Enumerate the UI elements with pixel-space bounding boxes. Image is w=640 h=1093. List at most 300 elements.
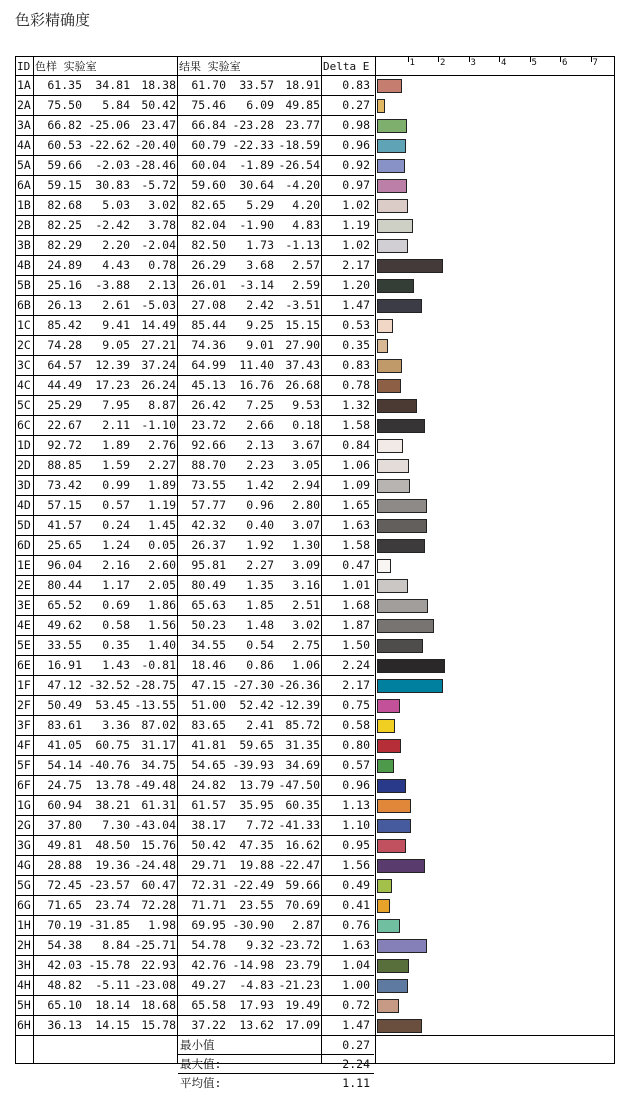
row-id: 3D [17,478,31,492]
delta-e-value: 0.83 [342,358,370,372]
header-delta-e: Delta E [323,60,370,73]
sample-b: 61.31 [141,798,176,812]
delta-e-bar-2F [377,699,400,713]
delta-e-bar-3E [377,599,428,613]
delta-e-bar-1A [377,79,402,93]
summary-label: 最大值: [180,1057,222,1071]
result-a: 5.29 [246,198,274,212]
sample-a: 5.03 [102,198,130,212]
sample-l: 50.49 [47,698,82,712]
result-a: 59.65 [239,738,274,752]
row-id: 1C [17,318,31,332]
result-l: 54.65 [191,758,226,772]
sample-l: 82.25 [47,218,82,232]
sample-b: 31.17 [141,738,176,752]
result-a: 7.25 [246,398,274,412]
sample-a: 7.95 [102,398,130,412]
result-l: 26.01 [191,278,226,292]
result-a: -27.30 [232,678,274,692]
delta-e-bar-5B [377,279,414,293]
delta-e-value: 2.17 [342,258,370,272]
sample-l: 65.10 [47,998,82,1012]
axis-tick-label: 4 [501,58,507,68]
sample-b: 1.98 [148,918,176,932]
result-l: 29.71 [191,858,226,872]
result-l: 95.81 [191,558,226,572]
sample-b: 0.05 [148,538,176,552]
axis-tick-mark [408,57,409,62]
delta-e-bar-6H [377,1019,422,1033]
result-l: 92.66 [191,438,226,452]
delta-e-value: 1.65 [342,498,370,512]
sample-a: -2.03 [95,158,130,172]
delta-e-value: 0.72 [342,998,370,1012]
result-a: 35.95 [239,798,274,812]
result-b: 3.07 [292,518,320,532]
sample-b: -24.48 [134,858,176,872]
sample-l: 41.57 [47,518,82,532]
sample-a: 1.43 [102,658,130,672]
delta-e-bar-1D [377,439,403,453]
result-a: 11.40 [239,358,274,372]
delta-e-bar-2C [377,339,388,353]
delta-e-value: 0.57 [342,758,370,772]
sample-a: 53.45 [95,698,130,712]
result-l: 49.27 [191,978,226,992]
result-a: 13.79 [239,778,274,792]
delta-e-bar-6D [377,539,425,553]
sample-l: 25.16 [47,278,82,292]
sample-l: 37.80 [47,818,82,832]
sample-b: 15.78 [141,1018,176,1032]
sample-l: 83.61 [47,718,82,732]
delta-e-value: 0.35 [342,338,370,352]
result-l: 60.04 [191,158,226,172]
sample-b: 50.42 [141,98,176,112]
delta-e-value: 1.50 [342,638,370,652]
row-id: 4B [17,258,31,272]
sample-a: 1.24 [102,538,130,552]
result-b: 3.05 [292,458,320,472]
sample-l: 16.91 [47,658,82,672]
result-b: 17.09 [285,1018,320,1032]
delta-e-bar-6A [377,179,407,193]
delta-e-value: 1.20 [342,278,370,292]
sample-b: 27.21 [141,338,176,352]
delta-e-bar-5H [377,999,399,1013]
sample-b: 26.24 [141,378,176,392]
result-b: 1.30 [292,538,320,552]
sample-l: 80.44 [47,578,82,592]
sample-l: 22.67 [47,418,82,432]
result-a: 3.68 [246,258,274,272]
delta-e-value: 1.32 [342,398,370,412]
result-b: 37.43 [285,358,320,372]
delta-e-bar-3D [377,479,410,493]
result-a: 0.54 [246,638,274,652]
row-id: 6F [17,778,31,792]
sample-a: 0.58 [102,618,130,632]
delta-e-value: 0.80 [342,738,370,752]
delta-e-bar-2A [377,99,385,113]
result-a: 13.62 [239,1018,274,1032]
sample-l: 74.28 [47,338,82,352]
sample-b: 3.02 [148,198,176,212]
result-b: 0.18 [292,418,320,432]
delta-e-value: 1.58 [342,418,370,432]
row-id: 2G [17,818,31,832]
column-divider [375,57,376,1063]
sample-l: 73.42 [47,478,82,492]
sample-l: 96.04 [47,558,82,572]
delta-e-value: 1.13 [342,798,370,812]
delta-e-bar-3C [377,359,402,373]
result-b: -41.33 [278,818,320,832]
row-id: 4D [17,498,31,512]
result-l: 42.76 [191,958,226,972]
delta-e-bar-6E [377,659,445,673]
result-a: 2.41 [246,718,274,732]
delta-e-bar-6C [377,419,425,433]
row-id: 2A [17,98,31,112]
axis-tick-label: 3 [470,58,476,68]
result-b: 4.83 [292,218,320,232]
result-a: 6.09 [246,98,274,112]
delta-e-value: 0.75 [342,698,370,712]
delta-e-bar-1F [377,679,443,693]
sample-l: 64.57 [47,358,82,372]
sample-a: 0.57 [102,498,130,512]
result-a: 2.42 [246,298,274,312]
sample-a: 1.17 [102,578,130,592]
sample-b: -0.81 [141,658,176,672]
result-b: -47.50 [278,778,320,792]
result-l: 65.58 [191,998,226,1012]
delta-e-value: 1.02 [342,238,370,252]
delta-e-bar-3G [377,839,406,853]
sample-b: 1.40 [148,638,176,652]
result-b: -26.36 [278,678,320,692]
result-b: 60.35 [285,798,320,812]
axis-tick-mark [438,57,439,62]
result-a: -30.90 [232,918,274,932]
result-b: 31.35 [285,738,320,752]
row-id: 1E [17,558,31,572]
sample-l: 54.38 [47,938,82,952]
delta-e-bar-6G [377,899,390,913]
result-l: 23.72 [191,418,226,432]
result-a: 1.48 [246,618,274,632]
row-id: 3E [17,598,31,612]
delta-e-bar-2D [377,459,409,473]
result-l: 24.82 [191,778,226,792]
result-b: 4.20 [292,198,320,212]
delta-e-bar-5F [377,759,394,773]
result-b: 85.72 [285,718,320,732]
row-id: 2E [17,578,31,592]
sample-a: -2.42 [95,218,130,232]
sample-a: 38.21 [95,798,130,812]
sample-b: -2.04 [141,238,176,252]
row-id: 6H [17,1018,31,1032]
sample-l: 82.68 [47,198,82,212]
column-divider [177,57,178,1063]
sample-b: 15.76 [141,838,176,852]
result-b: 2.57 [292,258,320,272]
result-b: -12.39 [278,698,320,712]
row-id: 3C [17,358,31,372]
sample-b: 18.68 [141,998,176,1012]
result-b: 18.91 [285,78,320,92]
sample-l: 47.12 [47,678,82,692]
sample-a: 13.78 [95,778,130,792]
sample-a: 0.99 [102,478,130,492]
row-id: 4G [17,858,31,872]
delta-e-value: 1.47 [342,298,370,312]
sample-l: 24.89 [47,258,82,272]
sample-l: 66.82 [47,118,82,132]
row-id: 5D [17,518,31,532]
result-l: 82.65 [191,198,226,212]
sample-b: 18.38 [141,78,176,92]
delta-e-value: 2.17 [342,678,370,692]
row-id: 1D [17,438,31,452]
sample-a: -25.06 [88,118,130,132]
result-b: 49.85 [285,98,320,112]
sample-b: 2.13 [148,278,176,292]
row-id: 6C [17,418,31,432]
result-l: 66.84 [191,118,226,132]
result-b: 2.80 [292,498,320,512]
delta-e-value: 1.06 [342,458,370,472]
sample-l: 42.03 [47,958,82,972]
sample-l: 33.55 [47,638,82,652]
axis-tick-mark [591,57,592,62]
sample-l: 70.19 [47,918,82,932]
result-l: 72.31 [191,878,226,892]
delta-e-bar-3B [377,239,408,253]
sample-b: 1.56 [148,618,176,632]
sample-b: 23.47 [141,118,176,132]
delta-e-bar-3F [377,719,395,733]
result-b: 2.75 [292,638,320,652]
delta-e-value: 0.47 [342,558,370,572]
result-a: 1.92 [246,538,274,552]
sample-b: -5.03 [141,298,176,312]
axis-tick-mark [499,57,500,62]
result-a: 2.13 [246,438,274,452]
result-l: 41.81 [191,738,226,752]
result-b: -21.23 [278,978,320,992]
row-id: 4H [17,978,31,992]
result-l: 75.46 [191,98,226,112]
result-a: -4.83 [239,978,274,992]
result-l: 65.63 [191,598,226,612]
result-l: 83.65 [191,718,226,732]
result-a: 1.85 [246,598,274,612]
result-a: 9.01 [246,338,274,352]
column-divider [321,57,322,1063]
result-a: -1.89 [239,158,274,172]
result-a: 9.25 [246,318,274,332]
result-a: 52.42 [239,698,274,712]
axis-tick-mark [560,57,561,62]
result-b: 16.62 [285,838,320,852]
delta-e-bar-5G [377,879,392,893]
result-b: 15.15 [285,318,320,332]
sample-b: 8.87 [148,398,176,412]
delta-e-bar-4B [377,259,443,273]
delta-e-value: 1.68 [342,598,370,612]
delta-e-value: 0.97 [342,178,370,192]
sample-a: 9.41 [102,318,130,332]
sample-a: 0.24 [102,518,130,532]
sample-a: 1.59 [102,458,130,472]
delta-e-value: 0.92 [342,158,370,172]
axis-tick-label: 6 [562,58,568,68]
axis-tick-mark [530,57,531,62]
result-l: 42.32 [191,518,226,532]
sample-l: 41.05 [47,738,82,752]
sample-a: 7.30 [102,818,130,832]
delta-e-value: 0.95 [342,838,370,852]
result-a: 0.96 [246,498,274,512]
sample-a: -32.52 [88,678,130,692]
result-a: 0.40 [246,518,274,532]
row-id: 6E [17,658,31,672]
delta-e-bar-5A [377,159,405,173]
result-a: 7.72 [246,818,274,832]
delta-e-bar-5C [377,399,417,413]
delta-e-value: 0.41 [342,898,370,912]
delta-e-value: 1.63 [342,518,370,532]
sample-a: -15.78 [88,958,130,972]
sample-a: 2.11 [102,418,130,432]
result-b: -26.54 [278,158,320,172]
delta-e-value: 1.58 [342,538,370,552]
delta-e-bar-4G [377,859,425,873]
sample-b: 22.93 [141,958,176,972]
summary-top-line [16,1035,614,1036]
result-a: -14.98 [232,958,274,972]
result-l: 80.49 [191,578,226,592]
row-id: 1A [17,78,31,92]
delta-e-bar-4A [377,139,406,153]
sample-l: 59.66 [47,158,82,172]
delta-e-value: 0.78 [342,378,370,392]
delta-e-value: 1.04 [342,958,370,972]
delta-e-value: 0.76 [342,918,370,932]
sample-b: 87.02 [141,718,176,732]
sample-l: 72.45 [47,878,82,892]
result-a: 2.23 [246,458,274,472]
result-l: 73.55 [191,478,226,492]
result-l: 61.57 [191,798,226,812]
delta-e-bar-6F [377,779,406,793]
row-id: 2F [17,698,31,712]
delta-e-bar-1H [377,919,400,933]
sample-a: 23.74 [95,898,130,912]
row-id: 2D [17,458,31,472]
sample-a: 60.75 [95,738,130,752]
sample-l: 65.52 [47,598,82,612]
result-b: 23.79 [285,958,320,972]
delta-e-bar-6B [377,299,422,313]
result-b: 3.67 [292,438,320,452]
axis-tick-label: 7 [592,58,598,68]
row-id: 6B [17,298,31,312]
sample-l: 71.65 [47,898,82,912]
delta-e-bar-1E [377,559,391,573]
row-id: 6G [17,898,31,912]
sample-b: 2.60 [148,558,176,572]
sample-l: 88.85 [47,458,82,472]
sample-l: 61.35 [47,78,82,92]
sample-a: 12.39 [95,358,130,372]
delta-e-bar-1C [377,319,393,333]
sample-l: 85.42 [47,318,82,332]
result-l: 45.13 [191,378,226,392]
sample-a: 0.35 [102,638,130,652]
sample-l: 48.82 [47,978,82,992]
row-id: 1F [17,678,31,692]
sample-b: -28.75 [134,678,176,692]
result-b: -23.72 [278,938,320,952]
sample-a: 2.16 [102,558,130,572]
sample-a: -3.88 [95,278,130,292]
result-l: 51.00 [191,698,226,712]
sample-a: -22.62 [88,138,130,152]
row-id: 5A [17,158,31,172]
delta-e-value: 0.96 [342,138,370,152]
sample-b: -20.40 [134,138,176,152]
result-l: 82.50 [191,238,226,252]
result-b: -3.51 [285,298,320,312]
sample-b: 2.05 [148,578,176,592]
sample-b: 1.86 [148,598,176,612]
row-id: 1B [17,198,31,212]
sample-b: 1.19 [148,498,176,512]
result-a: 47.35 [239,838,274,852]
result-b: 9.53 [292,398,320,412]
result-a: -1.90 [239,218,274,232]
result-b: 19.49 [285,998,320,1012]
delta-e-value: 1.09 [342,478,370,492]
header-sample-lab: 色样 实验室 [35,60,97,73]
row-id: 5B [17,278,31,292]
sample-b: 3.78 [148,218,176,232]
result-l: 64.99 [191,358,226,372]
result-b: 3.09 [292,558,320,572]
sample-b: -49.48 [134,778,176,792]
axis-tick-label: 5 [531,58,537,68]
result-b: 2.51 [292,598,320,612]
sample-b: -25.71 [134,938,176,952]
delta-e-value: 0.53 [342,318,370,332]
result-a: 2.27 [246,558,274,572]
sample-a: 2.20 [102,238,130,252]
delta-e-bar-2G [377,819,411,833]
sample-l: 44.49 [47,378,82,392]
row-id: 2C [17,338,31,352]
row-id: 2B [17,218,31,232]
sample-l: 92.72 [47,438,82,452]
axis-tick-label: 2 [440,58,446,68]
sample-a: 0.69 [102,598,130,612]
delta-e-value: 1.10 [342,818,370,832]
result-l: 18.46 [191,658,226,672]
sample-a: -40.76 [88,758,130,772]
